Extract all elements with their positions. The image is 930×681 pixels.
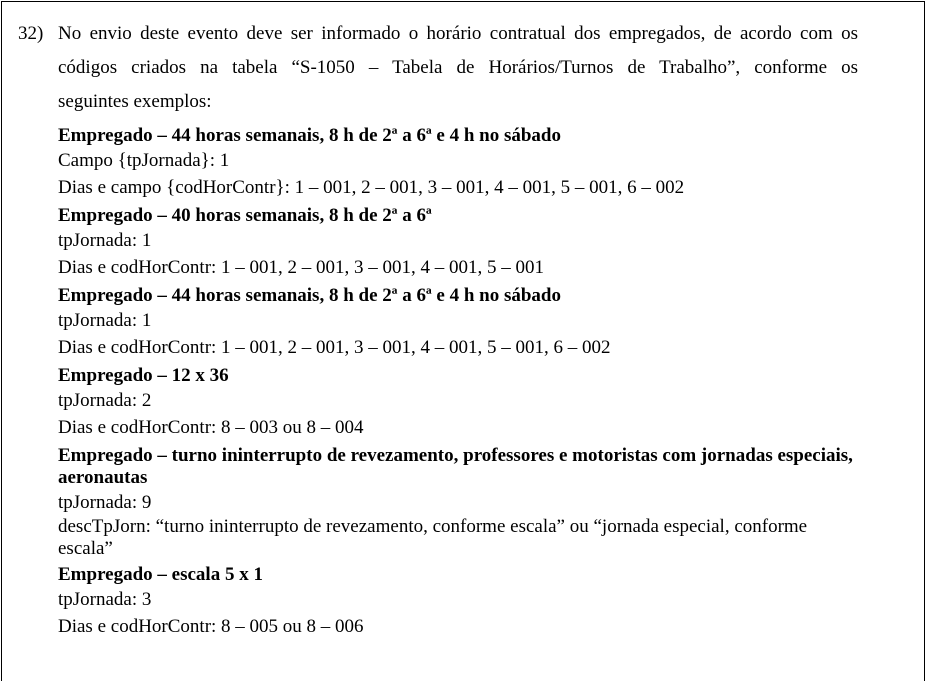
- example-line: descTpJorn: “turno ininterrupto de revezamento, conforme escala” ou “jornada especial, conforme escala”: [58, 516, 808, 559]
- intro-text-1: No envio deste evento deve ser informado o horário contratual dos empregados, de acordo com os: [58, 23, 858, 44]
- example-line: tpJornada: 9: [58, 492, 152, 513]
- example-title: Empregado – 44 horas semanais, 8 h de 2ª a 6ª e 4 h no sábado: [58, 125, 561, 146]
- examples-list: [58, 121, 858, 640]
- example-line: tpJornada: 3: [58, 589, 152, 610]
- item-intro: [18, 0, 858, 119]
- example-line: Campo {tpJornada}: 1: [58, 150, 230, 171]
- example-line: tpJornada: 1: [58, 230, 152, 251]
- example-title: Empregado – turno ininterrupto de revezamento, professores e motoristas com jornadas especiais, aeronautas: [58, 445, 853, 488]
- example-2: [58, 201, 858, 281]
- example-line: Dias e codHorContr: 1 – 001, 2 – 001, 3 – 001, 4 – 001, 5 – 001, 6 – 002: [58, 337, 611, 358]
- document-content: [18, 0, 858, 640]
- example-line: Dias e codHorContr: 8 – 005 ou 8 – 006: [58, 616, 364, 637]
- item-number: 32): [18, 23, 44, 44]
- example-3: [58, 281, 858, 361]
- example-4: [58, 361, 858, 441]
- intro-line-1: [18, 17, 858, 51]
- example-1: [58, 121, 858, 201]
- example-line: tpJornada: 2: [58, 390, 152, 411]
- example-title: Empregado – 40 horas semanais, 8 h de 2ª a 6ª: [58, 205, 432, 226]
- example-title: Empregado – 44 horas semanais, 8 h de 2ª a 6ª e 4 h no sábado: [58, 285, 561, 306]
- example-line: tpJornada: 1: [58, 310, 152, 331]
- example-line: Dias e codHorContr: 8 – 003 ou 8 – 004: [58, 417, 364, 438]
- example-title: Empregado – escala 5 x 1: [58, 564, 263, 585]
- example-6: [58, 560, 858, 640]
- example-line: Dias e codHorContr: 1 – 001, 2 – 001, 3 – 001, 4 – 001, 5 – 001: [58, 257, 545, 278]
- intro-line-2: códigos criados na tabela “S-1050 – Tabela de Horários/Turnos de Trabalho”, conforme os: [58, 57, 858, 78]
- example-line: Dias e campo {codHorContr}: 1 – 001, 2 – 001, 3 – 001, 4 – 001, 5 – 001, 6 – 002: [58, 177, 685, 198]
- intro-line-3: seguintes exemplos:: [58, 91, 212, 112]
- example-title: Empregado – 12 x 36: [58, 365, 229, 386]
- example-5: [58, 441, 858, 560]
